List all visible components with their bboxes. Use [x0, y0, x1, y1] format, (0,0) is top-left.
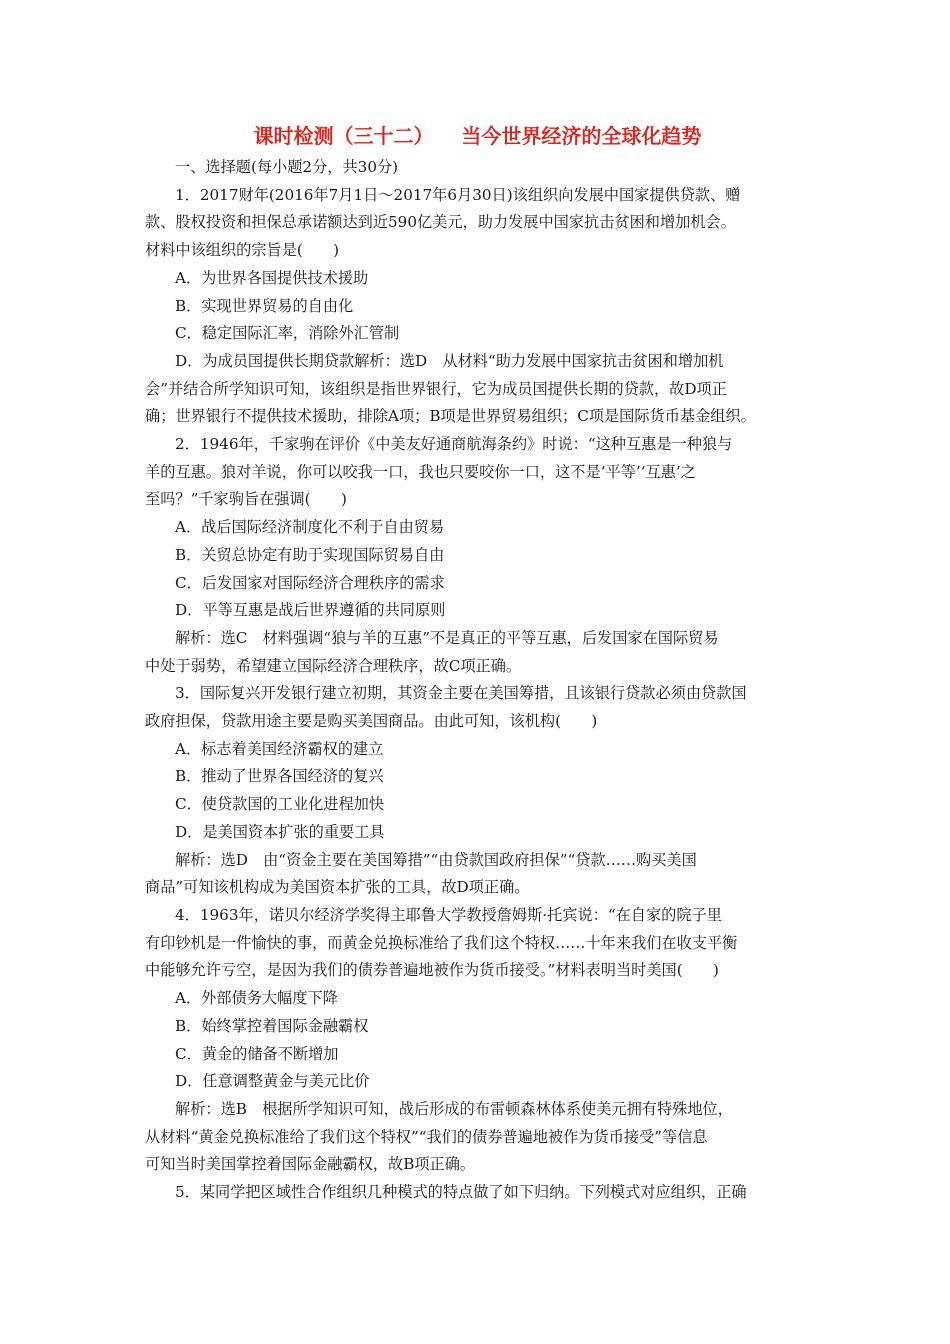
- question-2-text: 至吗？”千家驹旨在强调( ): [145, 490, 347, 509]
- question-4-analysis: 解析：选B 根据所学知识可知，战后形成的布雷顿森林体系使美元拥有特殊地位，: [175, 1099, 733, 1118]
- question-1-option-d: D．为成员国提供长期贷款解析：选D 从材料“助力发展中国家抗击贫困和增加机: [175, 351, 724, 370]
- question-3-option-d: D．是美国资本扩张的重要工具: [175, 822, 385, 841]
- page-title: 课时检测（三十二） 当今世界经济的全球化趋势: [253, 124, 702, 148]
- question-2-analysis: 解析：选C 材料强调“狼与羊的互惠”不是真正的平等互惠，后发国家在国际贸易: [175, 628, 719, 647]
- question-2-option-a: A．战后国际经济制度化不利于自由贸易: [175, 518, 445, 537]
- question-3-option-c: C．使贷款国的工业化进程加快: [175, 795, 385, 814]
- section-heading: 一、选择题(每小题2分，共30分): [175, 158, 399, 176]
- question-4-option-b: B．始终掌控着国际金融霸权: [175, 1016, 369, 1035]
- question-4-option-c: C．黄金的储备不断增加: [175, 1044, 339, 1063]
- question-1-text: 材料中该组织的宗旨是( ): [145, 241, 340, 260]
- question-2-analysis: 中处于弱势，希望建立国际经济合理秩序，故C项正确。: [145, 656, 522, 675]
- question-1-analysis: 会”并结合所学知识可知，该组织是指世界银行，它为成员国提供长期的贷款，故D项正: [145, 379, 727, 398]
- question-4-text: 中能够允许亏空，是因为我们的债券普遍地被作为货币接受。”材料表明当时美国( ): [145, 961, 719, 980]
- question-2-text: 羊的互惠。狼对羊说，你可以咬我一口，我也只要咬你一口，这不是‘平等’‘互惠’之: [145, 462, 696, 481]
- question-2-option-c: C．后发国家对国际经济合理秩序的需求: [175, 573, 445, 592]
- question-1-analysis: 确；世界银行不提供技术援助，排除A项；B项是世界贸易组织；C项是国际货币基金组织。: [145, 407, 756, 426]
- question-3-analysis: 解析：选D 由“资金主要在美国筹措”“由贷款国政府担保”“贷款……购买美国: [175, 850, 697, 869]
- question-4-text: 4．1963年，诺贝尔经济学奖得主耶鲁大学教授詹姆斯·托宾说：“在自家的院子里: [175, 905, 722, 924]
- question-3-text: 3．国际复兴开发银行建立初期，其资金主要在美国筹措，且该银行贷款必须由贷款国: [175, 684, 747, 703]
- question-1-text: 款、股权投资和担保总承诺额达到近590亿美元，助力发展中国家抗击贫困和增加机会。: [145, 213, 736, 232]
- question-4-text: 有印钞机是一件愉快的事，而黄金兑换标准给了我们这个特权……十年来我们在收支平衡: [145, 933, 738, 952]
- question-4-option-a: A．外部债务大幅度下降: [175, 989, 338, 1008]
- question-4-analysis: 可知当时美国掌控着国际金融霸权，故B项正确。: [145, 1155, 476, 1174]
- question-1-option-b: B．实现世界贸易的自由化: [175, 296, 354, 315]
- question-3-analysis: 商品”可知该机构成为美国资本扩张的工具，故D项正确。: [145, 878, 530, 897]
- question-1-option-a: A．为世界各国提供技术援助: [175, 268, 369, 287]
- question-3-option-a: A．标志着美国经济霸权的建立: [175, 739, 384, 758]
- question-2-option-b: B．关贸总协定有助于实现国际贸易自由: [175, 545, 445, 564]
- question-4-option-d: D．任意调整黄金与美元比价: [175, 1072, 370, 1091]
- question-2-option-d: D．平等互惠是战后世界遵循的共同原则: [175, 601, 446, 620]
- question-1-text: 1．2017财年(2016年7月1日～2017年6月30日)该组织向发展中国家提供贷款、赠: [175, 185, 741, 204]
- question-5-text: 5．某同学把区域性合作组织几种模式的特点做了如下归纳。下列模式对应组织，正确: [175, 1183, 747, 1202]
- document-page: [145, 118, 810, 1207]
- question-3-option-b: B．推动了世界各国经济的复兴: [175, 767, 384, 786]
- document-body: [145, 154, 810, 1207]
- question-3-text: 政府担保，贷款用途主要是购买美国商品。由此可知，该机构( ): [145, 712, 598, 731]
- question-2-text: 2．1946年，千家驹在评价《中美友好通商航海条约》时说：“这种互惠是一种狼与: [175, 435, 733, 454]
- question-4-analysis: 从材料“黄金兑换标准给了我们这个特权”“我们的债券普遍地被作为货币接受”等信息: [145, 1127, 708, 1146]
- question-1-option-c: C．稳定国际汇率，消除外汇管制: [175, 324, 400, 343]
